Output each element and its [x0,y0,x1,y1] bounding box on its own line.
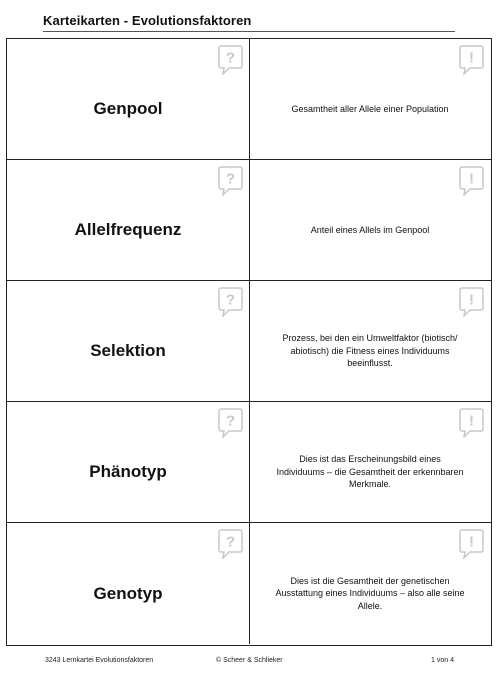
question-bubble-icon [218,45,243,75]
flashcard-row [7,523,491,644]
flashcard-row [7,402,491,523]
flashcard-definition-cell [250,160,490,280]
flashcard-term: Allelfrequenz [74,220,182,239]
title-divider [43,31,455,32]
flashcard-term-cell [7,281,250,401]
flashcard-term: Genotyp [93,583,163,603]
flashcard-definition-cell [250,39,490,159]
flashcard-term-cell [7,523,250,644]
svg-text:?: ? [225,291,236,309]
flashcard-term-cell [7,160,250,280]
flashcard-term-cell [7,402,250,522]
flashcard-definition-cell [250,402,490,522]
svg-text:?: ? [225,533,236,551]
flashcard-row [7,160,491,281]
exclamation-bubble-icon [459,408,484,438]
question-bubble-icon [218,287,243,317]
exclamation-bubble-icon [459,529,484,559]
exclamation-bubble-icon [459,166,484,196]
flashcard-definition-cell [250,281,490,401]
flashcard-grid [6,38,492,646]
page-title: Karteikarten - Evolutionsfaktoren [43,13,252,28]
flashcard-definition-cell [250,523,490,644]
question-bubble-icon [218,529,243,559]
flashcard-term: Phänotyp [89,462,167,481]
exclamation-bubble-icon [459,287,484,317]
flashcard-definition: Prozess, bei den ein Umweltfaktor (biotisch/ abiotisch) die Fitness eines Individuums beeinflusst. [282,333,458,369]
svg-text:!: ! [469,412,474,430]
svg-text:!: ! [469,291,474,309]
svg-text:!: ! [469,49,474,67]
question-bubble-icon [218,408,243,438]
flashcard-term: Selektion [90,341,166,360]
footer-product-code: 3243 Lernkartei Evolutionsfaktoren [45,657,154,664]
svg-text:!: ! [469,170,474,188]
exclamation-bubble-icon [459,45,484,75]
question-bubble-icon [218,166,243,196]
flashcard-term-cell [7,39,250,159]
flashcard-definition: Anteil eines Allels im Genpool [310,224,430,235]
footer-copyright: © Scheer & Schlieker [216,657,283,664]
flashcard-row [7,39,491,160]
svg-text:!: ! [469,533,474,551]
flashcard-row [7,281,491,402]
flashcard-definition: Dies ist das Erscheinungsbild eines Individuums – die Gesamtheit der erkennbaren Merkmale. [276,454,464,490]
svg-text:?: ? [225,412,236,430]
svg-text:?: ? [225,49,236,67]
flashcard-definition: Gesamtheit aller Allele einer Population [291,103,449,114]
footer-page-number: 1 von 4 [431,657,454,664]
flashcard-definition: Dies ist die Gesamtheit der genetischen Ausstattung eines Individuums – also alle seine Allele. [275,575,465,611]
svg-text:?: ? [225,170,236,188]
flashcard-term: Genpool [93,99,163,118]
